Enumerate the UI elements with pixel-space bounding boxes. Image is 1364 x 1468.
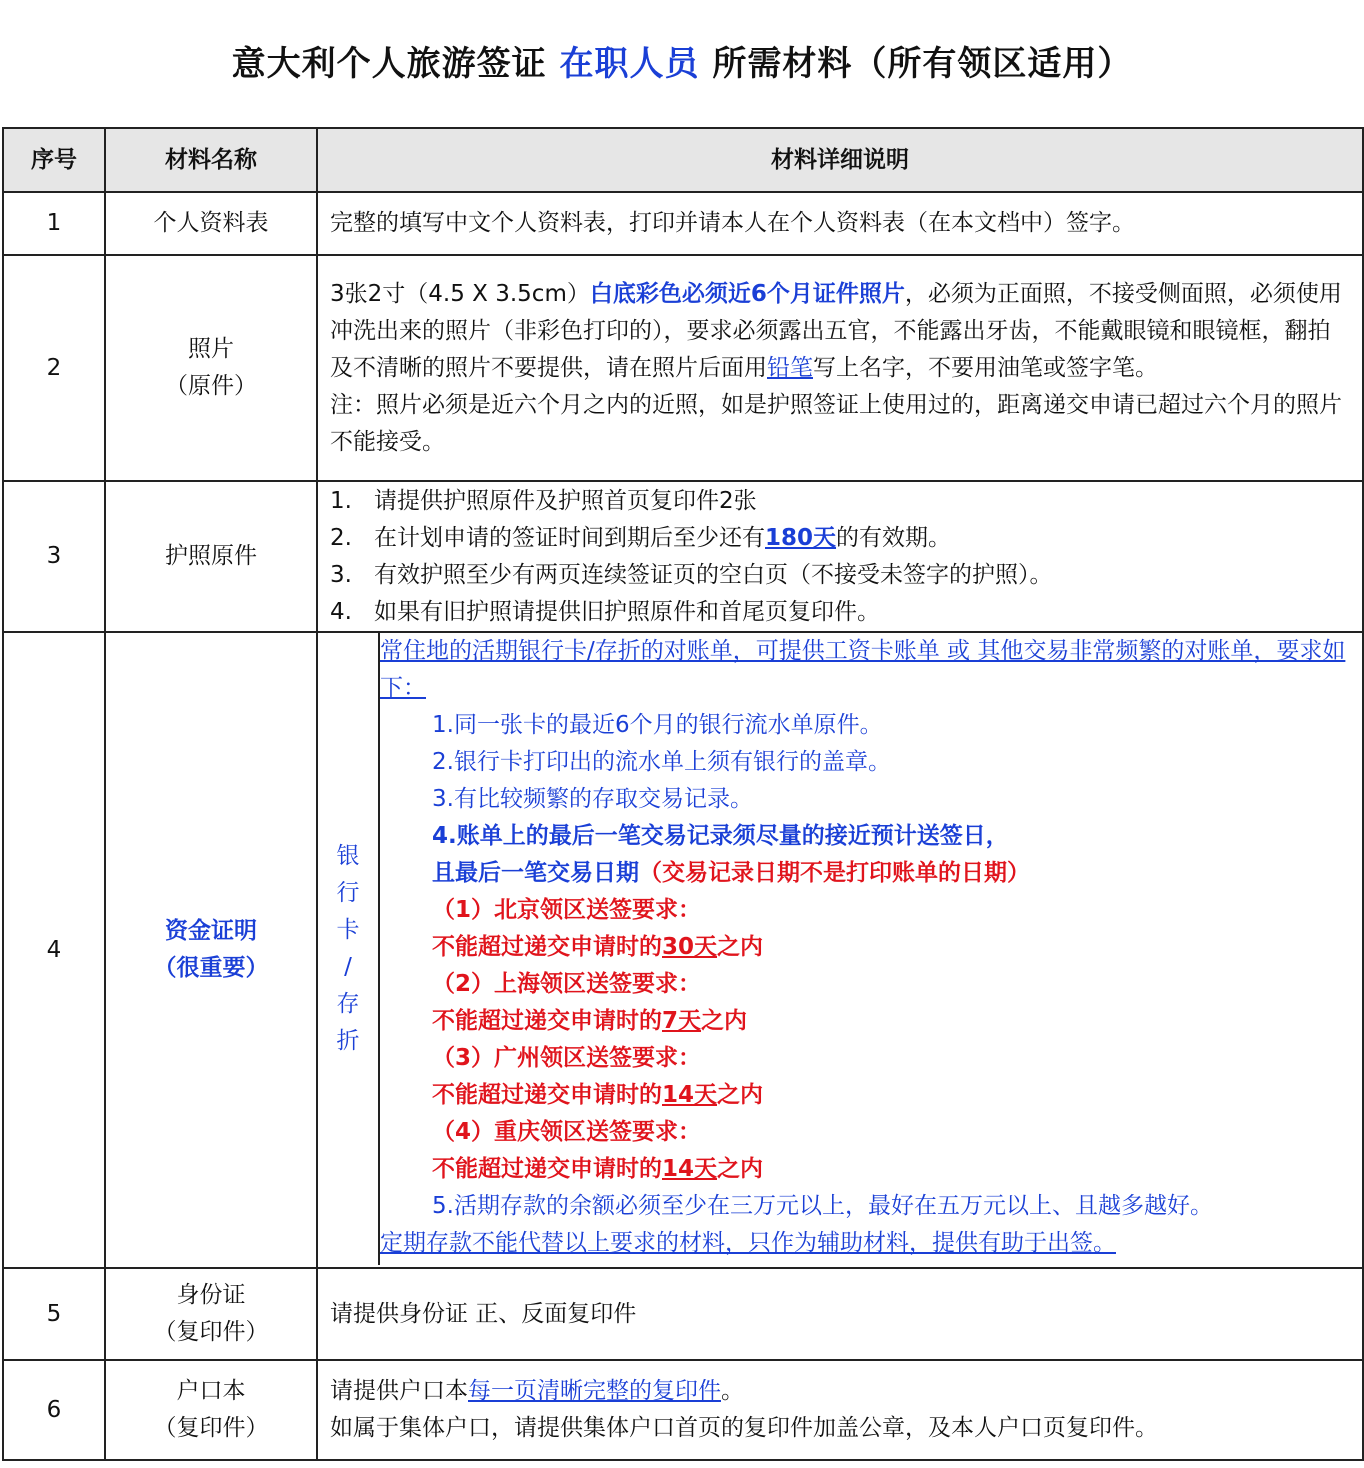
row-detail xyxy=(317,632,1363,1268)
funds-point: 4.账单上的最后一笔交易记录须尽量的接近预计送签日， xyxy=(432,823,1009,849)
table-row xyxy=(3,192,1363,255)
list-item: 1. 请提供护照原件及护照首页复印件2张 xyxy=(330,487,757,514)
region-heading: （1）北京领区送签要求： xyxy=(432,897,702,923)
region-limit: 不能超过递交申请时的14天之内 xyxy=(432,1156,764,1182)
table-row xyxy=(3,481,1363,632)
pencil-link-text: 铅笔 xyxy=(767,354,813,381)
photo-highlight: 白底彩色必须近6个月证件照片 xyxy=(589,280,905,307)
row-num: 3 xyxy=(3,481,105,632)
header-detail: 材料详细说明 xyxy=(317,128,1363,192)
region-heading: （2）上海领区送签要求： xyxy=(432,971,702,997)
table-header-row xyxy=(3,128,1363,192)
row-num: 2 xyxy=(3,255,105,481)
funds-inner-table xyxy=(318,633,1362,1265)
table-row xyxy=(3,1268,1363,1360)
row-detail xyxy=(317,481,1363,632)
funds-detail xyxy=(379,633,1362,1265)
row-name: 个人资料表 xyxy=(105,192,317,255)
row-detail xyxy=(317,255,1363,481)
funds-point: 5.活期存款的余额必须至少在三万元以上，最好在五万元以上、且越多越好。 xyxy=(432,1193,1213,1219)
row-num: 4 xyxy=(3,632,105,1268)
row-name: 资金证明 （很重要） xyxy=(105,632,317,1268)
every-page-copy: 每一页清晰完整的复印件 xyxy=(468,1378,721,1404)
validity-days: 180天 xyxy=(765,524,837,551)
region-limit: 不能超过递交申请时的14天之内 xyxy=(432,1082,764,1108)
funds-point: 2.银行卡打印出的流水单上须有银行的盖章。 xyxy=(432,749,891,775)
row-detail: 请提供身份证 正、反面复印件 xyxy=(317,1268,1363,1360)
funds-intro: 常住地的活期银行卡/存折的对账单，可提供工资卡账单 或 其他交易非常频繁的对账单，要求如下： xyxy=(380,638,1346,701)
photo-requirements: 3张2寸（4.5 X 3.5cm）白底彩色必须近6个月证件照片，必须为正面照，不接受侧面照，必须使用冲洗出来的照片（非彩色打印的），要求必须露出五官，不能露出牙齿，不能戴眼镜和眼镜框，翻拍及不清晰的照片不要提供，请在照片后面用铅笔写上名字，不要用油笔或签字笔。 xyxy=(330,280,1342,381)
table-row xyxy=(3,632,1363,1268)
row-detail: 完整的填写中文个人资料表，打印并请本人在个人资料表（在本文档中）签字。 xyxy=(317,192,1363,255)
funds-point: 1.同一张卡的最近6个月的银行流水单原件。 xyxy=(432,712,883,738)
title-highlight: 在职人员 xyxy=(559,44,700,84)
document-title: 意大利个人旅游签证 在职人员 所需材料（所有领区适用） xyxy=(231,44,1133,84)
row-num: 1 xyxy=(3,192,105,255)
funds-point: 3.有比较频繁的存取交易记录。 xyxy=(432,786,753,812)
list-item: 3. 有效护照至少有两页连续签证页的空白页（不接受未签字的护照）。 xyxy=(330,561,1053,588)
region-heading: （3）广州领区送签要求： xyxy=(432,1045,702,1071)
table-row xyxy=(3,1360,1363,1460)
header-name: 材料名称 xyxy=(105,128,317,192)
row-name: 户口本 （复印件） xyxy=(105,1360,317,1460)
row-name: 护照原件 xyxy=(105,481,317,632)
funds-point: 且最后一笔交易日期（交易记录日期不是打印账单的日期） xyxy=(432,860,1030,886)
bank-card-label: 银 行 卡 / 存 折 xyxy=(318,633,379,1265)
row-name: 照片 （原件） xyxy=(105,255,317,481)
region-limit: 不能超过递交申请时的7天之内 xyxy=(432,1008,748,1034)
table-row xyxy=(3,255,1363,481)
row-num: 6 xyxy=(3,1360,105,1460)
photo-note: 注：照片必须是近六个月之内的近照，如是护照签证上使用过的，距离递交申请已超过六个月的照片不能接受。 xyxy=(330,391,1342,455)
row-name: 身份证 （复印件） xyxy=(105,1268,317,1360)
row-num: 5 xyxy=(3,1268,105,1360)
passport-list xyxy=(330,483,1352,631)
header-num: 序号 xyxy=(3,128,105,192)
region-limit: 不能超过递交申请时的30天之内 xyxy=(432,934,764,960)
list-item: 4. 如果有旧护照请提供旧护照原件和首尾页复印件。 xyxy=(330,598,880,625)
funds-footnote: 定期存款不能代替以上要求的材料，只作为辅助材料，提供有助于出签。 xyxy=(380,1230,1116,1256)
region-heading: （4）重庆领区送签要求： xyxy=(432,1119,702,1145)
materials-table xyxy=(2,127,1364,1461)
row-detail: 请提供户口本每一页清晰完整的复印件。 如属于集体户口，请提供集体户口首页的复印件加盖公章，及本人户口页复印件。 xyxy=(317,1360,1363,1460)
list-item: 2. 在计划申请的签证时间到期后至少还有180天的有效期。 xyxy=(330,524,952,551)
